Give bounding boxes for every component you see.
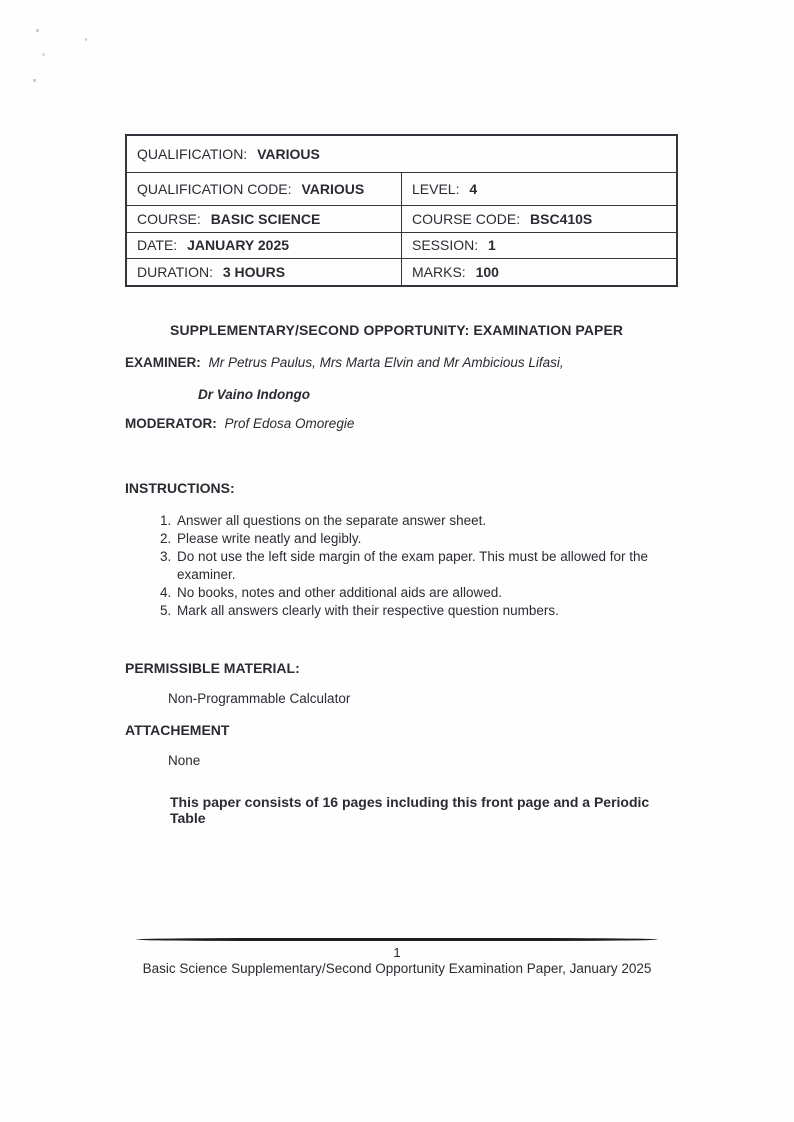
level-label: LEVEL: [412,180,460,197]
session-value: 1 [488,237,496,253]
table-row-code-level [126,172,677,205]
qualification-label: QUALIFICATION: [137,145,248,162]
attachment-value: None [168,753,201,768]
table-row-qualification [126,135,677,172]
course-label: COURSE: [137,210,201,227]
duration-value: 3 HOURS [222,263,286,280]
table-row-course [126,205,677,232]
page-number: 1 [393,945,401,960]
course-code-cell [402,205,678,232]
permissible-material-heading: PERMISSIBLE MATERIAL: [125,660,300,676]
date-cell [126,232,402,258]
marks-cell [402,258,678,286]
instructions-list [125,512,678,620]
qualification-code-cell [126,172,402,205]
qualification-cell [126,135,677,172]
marks-label: MARKS: [412,263,466,280]
examiner-names: Mr Petrus Paulus, Mrs Marta Elvin and Mr Ambicious Lifasi, [208,355,564,370]
instruction-item-4: 4. No books, notes and other additional aids are allowed. [175,584,678,602]
examiner-names-second-line: Dr Vaino Indongo [198,387,310,402]
instructions-heading: INSTRUCTIONS: [125,480,235,496]
course-cell [126,205,402,232]
qualification-code-label: QUALIFICATION CODE: [137,180,292,197]
exam-paper-title: SUPPLEMENTARY/SECOND OPPORTUNITY: EXAMINATION PAPER [170,322,624,338]
level-value: 4 [469,180,478,197]
level-cell [402,172,678,205]
instruction-item-5: 5. Mark all answers clearly with their respective question numbers. [175,602,678,620]
permissible-material-value: Non-Programmable Calculator [168,691,351,706]
session-cell [402,232,678,258]
attachment-heading: ATTACHEMENT [125,722,230,738]
date-value: JANUARY 2025 [187,237,290,253]
scan-speck [85,38,87,41]
moderator-name: Prof Edosa Omoregie [224,416,355,431]
session-label: SESSION: [412,237,479,253]
course-code-label: COURSE CODE: [412,210,521,227]
exam-info-table [125,134,678,287]
page-content [125,134,678,826]
duration-cell [126,258,402,286]
scan-speck [42,53,45,56]
course-value: BASIC SCIENCE [210,210,321,227]
scan-speck [36,29,39,32]
moderator-line [125,415,678,432]
instruction-item-3: 3. Do not use the left side margin of the exam paper. This must be allowed for the examiner. [175,548,678,584]
pages-note: This paper consists of 16 pages including this front page and a Periodic Table [170,794,650,826]
footer-text: Basic Science Supplementary/Second Opportunity Examination Paper, January 2025 [142,961,652,976]
page-footer [0,938,794,976]
duration-label: DURATION: [137,263,213,280]
course-code-value: BSC410S [530,210,593,227]
instruction-item-2: 2. Please write neatly and legibly. [175,530,678,548]
moderator-label: MODERATOR: [125,416,217,431]
table-row-date-session [126,232,677,258]
examiner-line [125,354,678,371]
footer-divider [136,938,658,941]
scan-speck [33,79,36,82]
instruction-item-1: 1. Answer all questions on the separate answer sheet. [175,512,678,530]
table-row-duration-marks [126,258,677,286]
marks-value: 100 [475,263,499,280]
examiner-label: EXAMINER: [125,355,201,370]
date-label: DATE: [137,237,178,253]
qualification-value: VARIOUS [257,145,320,162]
qualification-code-value: VARIOUS [301,180,365,197]
